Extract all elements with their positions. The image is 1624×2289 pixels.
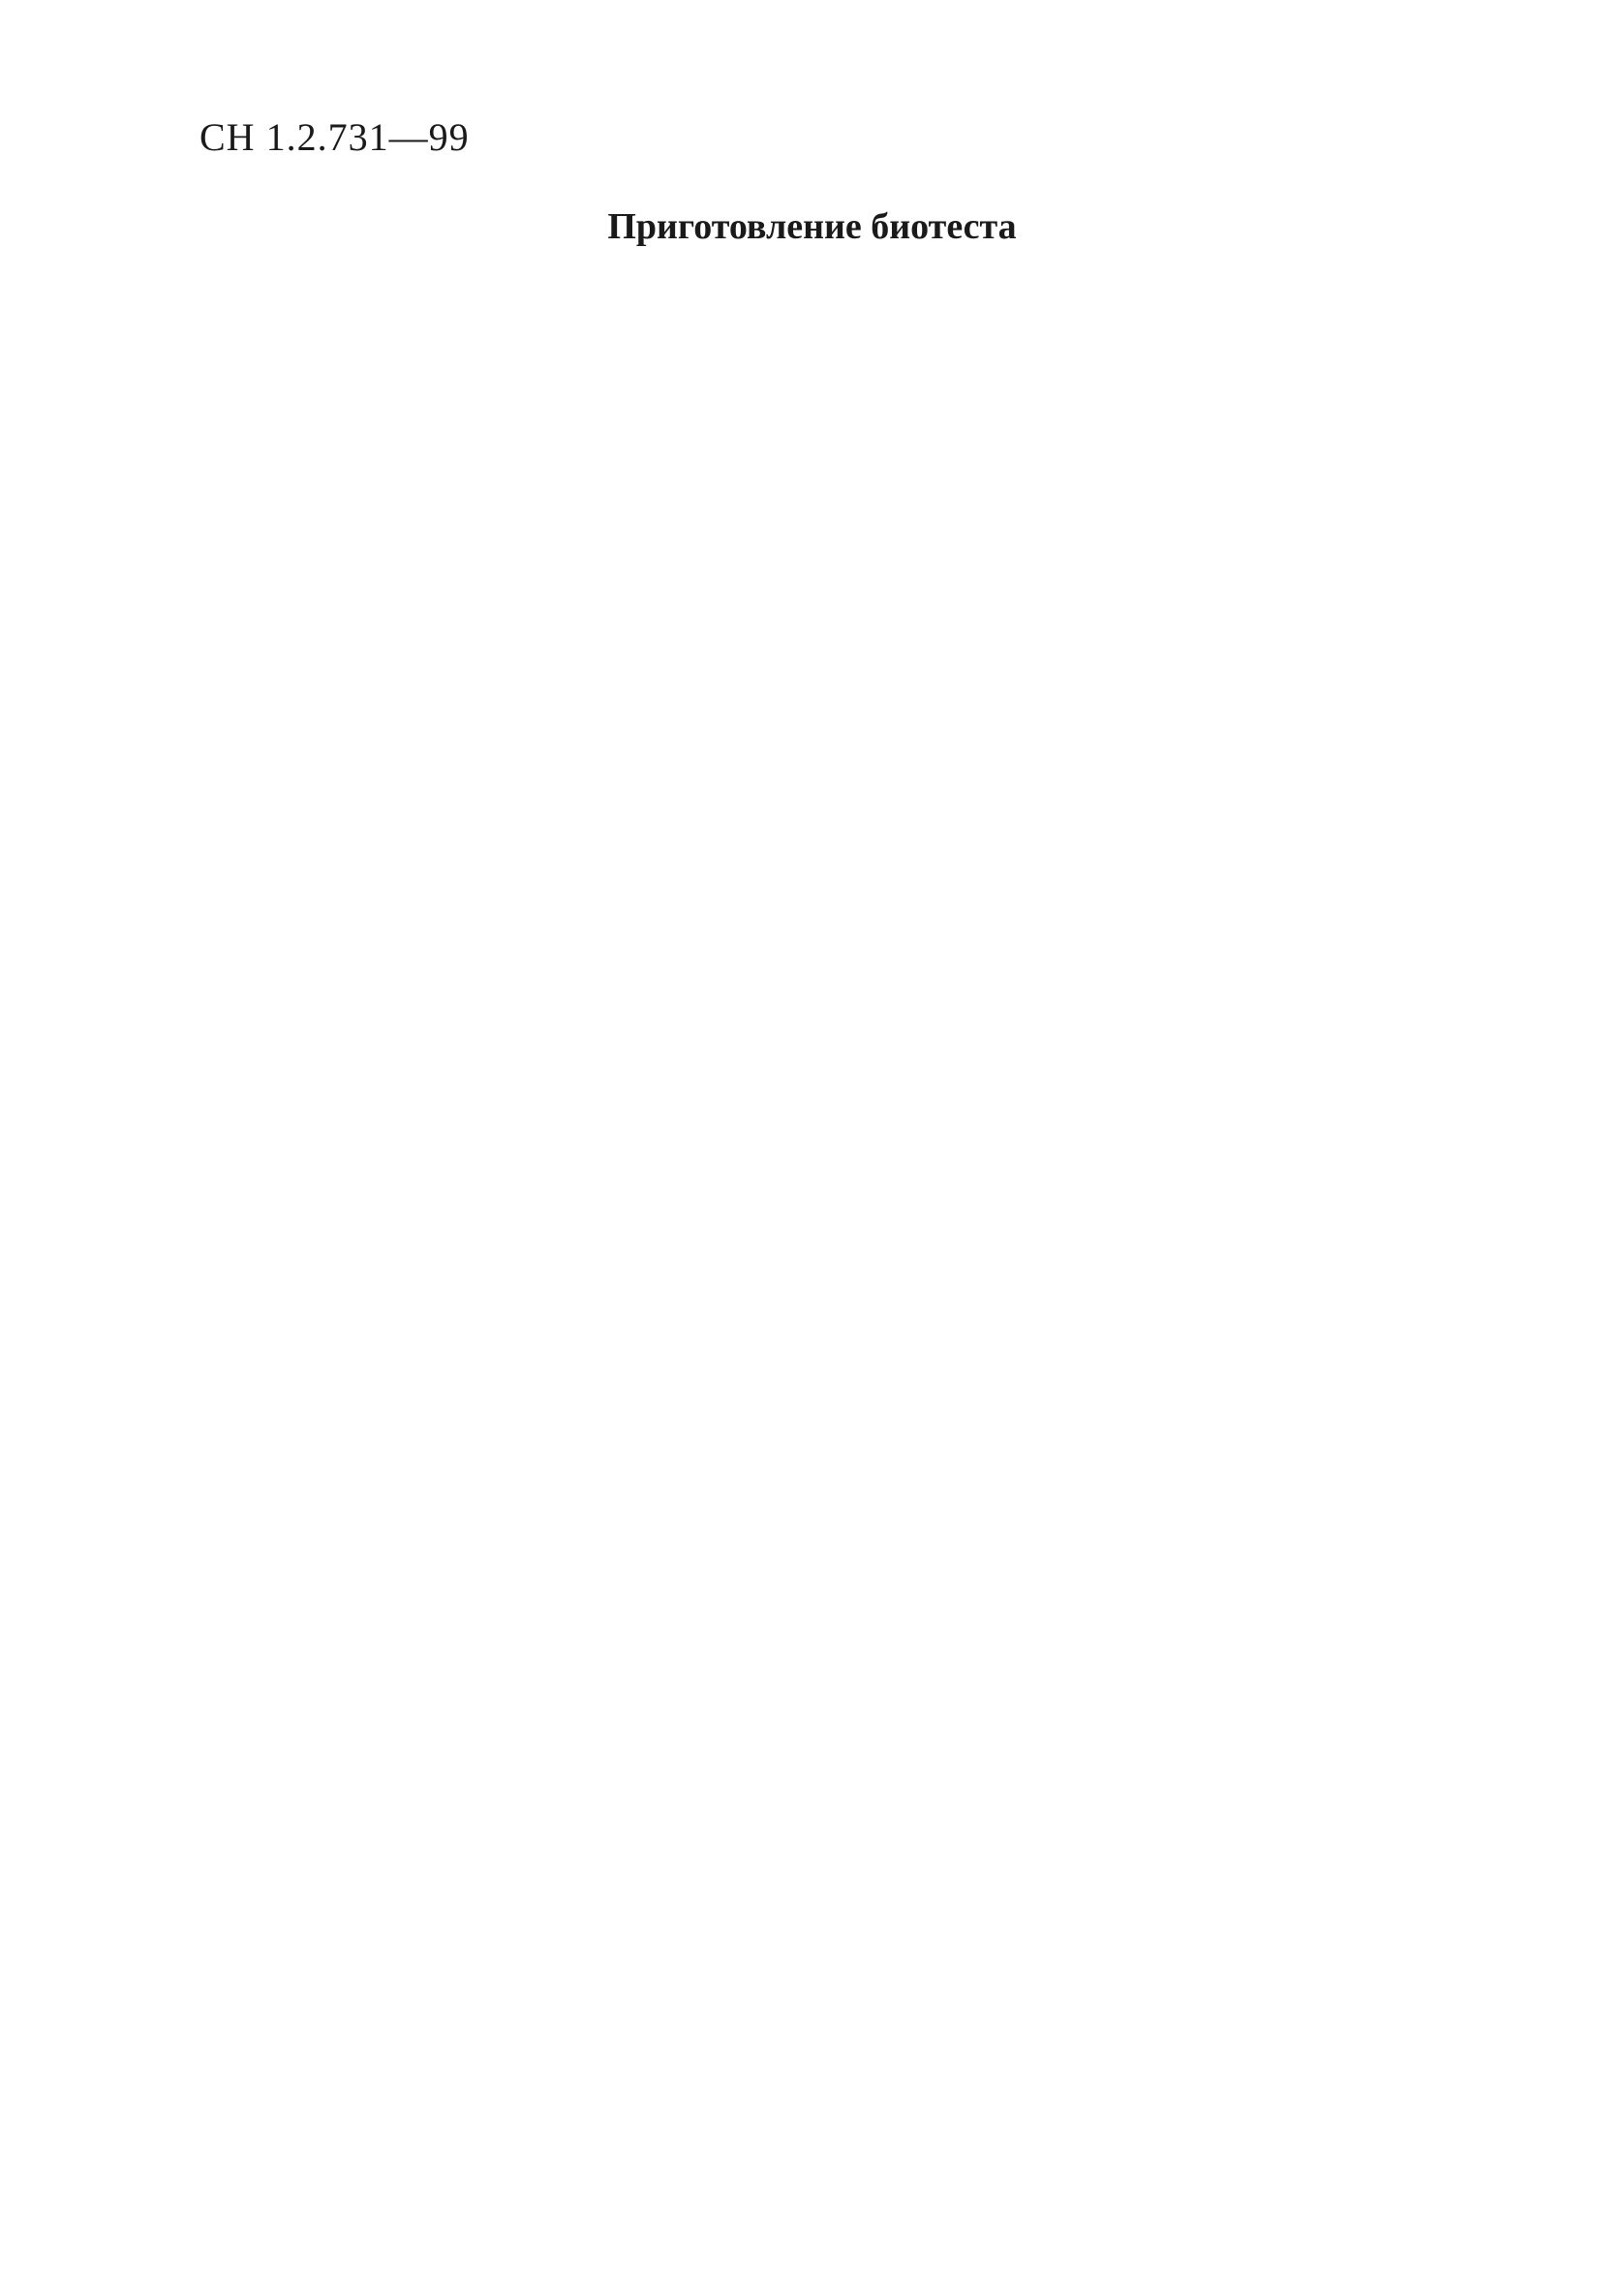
section-title: Приготовление биотеста [607, 206, 1017, 247]
document-code: СН 1.2.731—99 [199, 115, 470, 159]
